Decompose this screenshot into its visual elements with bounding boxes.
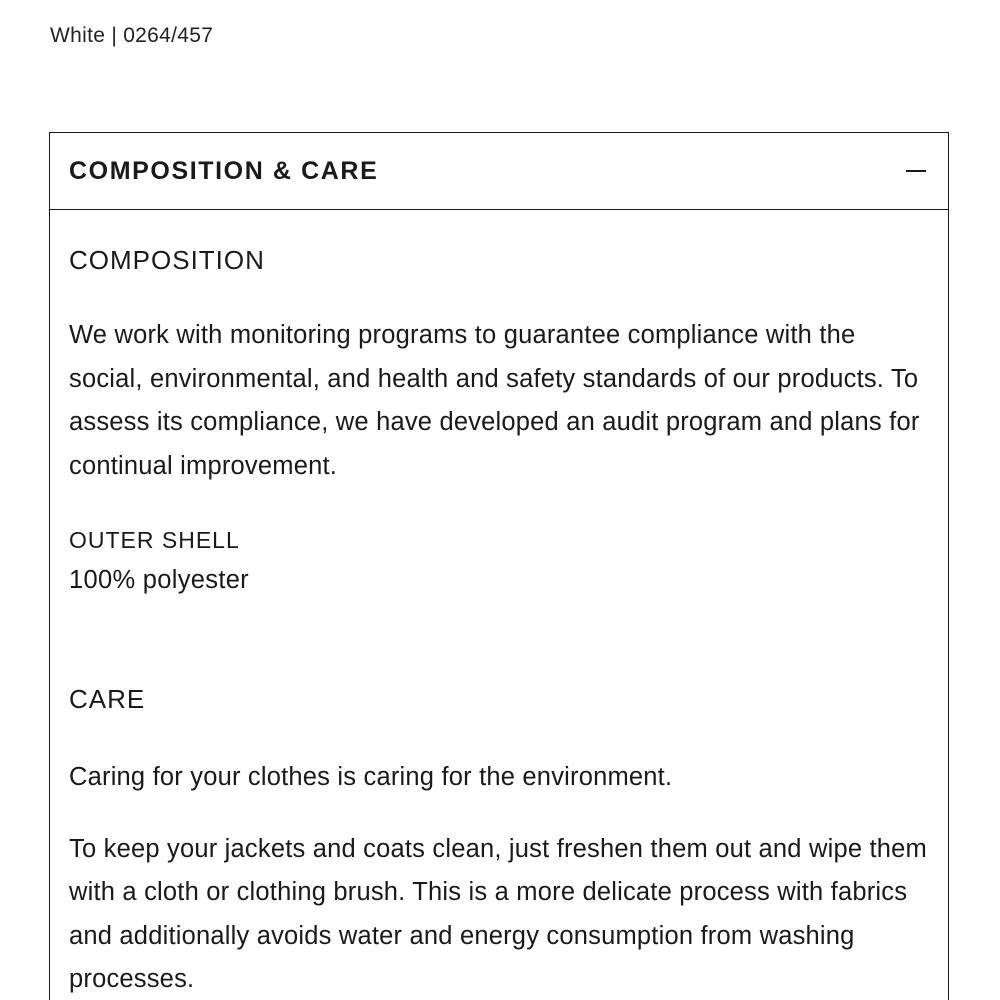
accordion-header[interactable] [50,133,948,210]
outer-shell-label: OUTER SHELL [69,527,240,553]
care-intro: Caring for your clothes is caring for the environment. [69,763,673,791]
accordion-title: COMPOSITION & CARE [69,157,379,185]
composition-heading: COMPOSITION [69,245,265,275]
minus-icon[interactable] [906,170,926,172]
accordion-content [69,209,931,1000]
composition-description: We work with monitoring programs to guarantee compliance with the social, environmental, and health and safety standards of our products. To assess its compliance, we have developed an audit program and plans for continual improvement. [69,321,920,480]
composition-care-accordion [49,132,949,1000]
product-color-reference: White | 0264/457 [50,24,214,47]
care-description: To keep your jackets and coats clean, just freshen them out and wipe them with a cloth or clothing brush. This is a more delicate process with fabrics and additionally avoids water and energy consumption from washing processes. [69,834,927,993]
care-heading: CARE [69,684,146,714]
outer-shell-value: 100% polyester [69,566,249,594]
